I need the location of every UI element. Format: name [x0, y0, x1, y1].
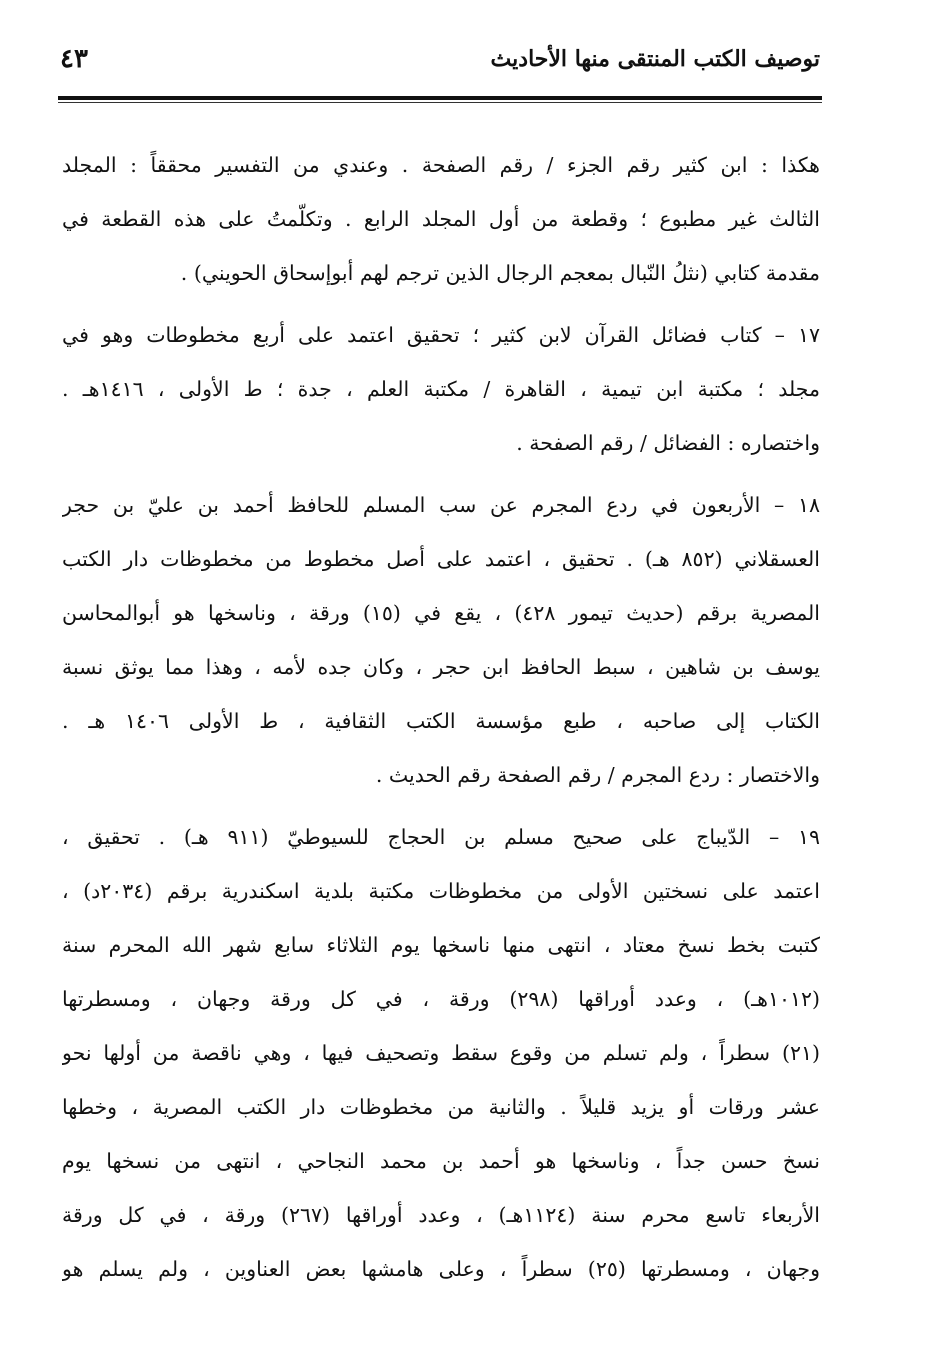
entry-19 — [62, 810, 820, 1296]
text-line: وجهان ، ومسطرتها (٢٥) سطراً ، وعلى هامشها بعض العناوين ، ولم يسلم هو — [62, 1257, 820, 1281]
paragraph-tafsir-note — [62, 138, 820, 300]
text-line: هكذا : ابن كثير رقم الجزء / رقم الصفحة . وعندي من التفسير محققاً : المجلد — [62, 153, 820, 177]
body-text — [62, 138, 820, 1304]
text-line: ١٨ – الأربعون في ردع المجرم عن سب المسلم للحافظ أحمد بن عليّ بن حجر — [62, 493, 820, 517]
text-line: عشر ورقات أو يزيد قليلاً . والثانية من مخطوظات دار الكتب المصرية ، وخطها — [62, 1095, 820, 1119]
text-line: الأربعاء تاسع محرم سنة (١١٢٤هـ) ، وعدد أوراقها (٢٦٧) ورقة ، في كل ورقة — [62, 1203, 820, 1227]
text-line: والاختصار : ردع المجرم / رقم الصفحة رقم الحديث . — [375, 763, 820, 787]
text-line: يوسف بن شاهين ، سبط الحافظ ابن حجر ، وكان جده لأمه ، وهذا مما يوثق نسبة — [62, 655, 820, 679]
text-line: (١٠١٢هـ) ، وعدد أوراقها (٢٩٨) ورقة ، في كل ورقة وجهان ، ومسطرتها — [62, 987, 820, 1011]
text-line: نسخ حسن جداً ، وناسخها هو أحمد بن محمد النجاحي ، انتهى من نسخها يوم — [62, 1149, 820, 1173]
text-line: (٢١) سطراً ، ولم تسلم من وقوع سقط وتصحيف فيها ، وهي ناقصة من أولها نحو — [62, 1041, 820, 1065]
page-number: ٤٣ — [60, 44, 88, 74]
text-line: كتبت بخط نسخ معتاد ، انتهى منها ناسخها يوم الثلاثاء سابع شهر الله المحرم سنة — [62, 933, 820, 957]
text-line: واختصاره : الفضائل / رقم الصفحة . — [516, 431, 820, 455]
text-line: المصرية برقم (حديث تيمور ٤٢٨) ، يقع في (١٥) ورقة ، وناسخها هو أبوالمحاسن — [62, 601, 820, 625]
text-line: الكتاب إلى صاحبه ، طبع مؤسسة الكتب الثقافية ، ط الأولى ١٤٠٦ هـ . — [62, 709, 820, 733]
text-line: مجلد ؛ مكتبة ابن تيمية ، القاهرة / مكتبة العلم ، جدة ؛ ط الأولى ، ١٤١٦هـ . — [62, 377, 820, 401]
text-line: الثالث غير مطبوع ؛ وقطعة من أول المجلد الرابع . وتكلّمتُ على هذه القطعة في — [62, 207, 820, 231]
entry-17 — [62, 308, 820, 470]
running-title: توصيف الكتب المنتقى منها الأحاديث — [490, 46, 820, 72]
header-rule-thick — [58, 96, 822, 100]
header-rule-thin — [58, 102, 822, 103]
text-line: اعتمد على نسختين الأولى من مخطوظات مكتبة بلدية اسكندرية برقم (٢٠٣٤د) ، — [62, 879, 820, 903]
page-header — [60, 38, 820, 88]
text-line: العسقلاني (٨٥٢ هـ) . تحقيق ، اعتمد على أصل مخطوط من مخطوظات دار الكتب — [62, 547, 820, 571]
entry-18 — [62, 478, 820, 802]
text-line: ١٧ – كتاب فضائل القرآن لابن كثير ؛ تحقيق اعتمد على أربع مخطوطات وهو في — [62, 323, 820, 347]
text-line: ١٩ – الدّيباج على صحيح مسلم بن الحجاج للسيوطيّ (٩١١ هـ) . تحقيق ، — [62, 825, 820, 849]
text-line: مقدمة كتابي (نثلُ النّبال بمعجم الرجال الذين ترجم لهم أبوإسحاق الحويني) . — [180, 261, 820, 285]
